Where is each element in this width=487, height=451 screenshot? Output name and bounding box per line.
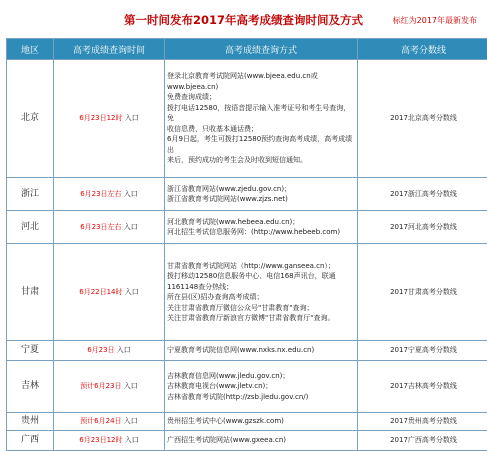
date-cell (54, 178, 165, 211)
method-line: 贵州招生考试中心(www.gzszk.com) (167, 416, 355, 427)
method-line: 来后，预约成功的考生会及时收到短信通知。 (167, 155, 355, 166)
title-bar (6, 10, 481, 32)
table-row (7, 361, 487, 413)
score-line-link[interactable]: 2017河北高考分数线 (358, 211, 487, 244)
method-line: 关注甘肃省教育厅新浪官方微博"甘肃省教育厅"查询。 (167, 313, 355, 324)
entry-link[interactable]: 入口 (125, 114, 139, 122)
entry-link[interactable]: 入口 (125, 288, 139, 296)
score-line-link[interactable]: 2017北京高考分数线 (358, 60, 487, 178)
entry-link[interactable]: 入口 (125, 436, 139, 444)
table-row (7, 341, 487, 361)
method-cell (165, 431, 358, 451)
region-cell: 浙江 (7, 178, 54, 211)
table-header-row (7, 39, 487, 60)
release-date: 6月23日12时 (79, 114, 122, 122)
release-date: 6月23日左右 (80, 223, 121, 231)
score-line-link[interactable]: 2017吉林高考分数线 (358, 361, 487, 413)
score-line-link[interactable]: 2017宁夏高考分数线 (358, 341, 487, 361)
region-cell: 吉林 (7, 361, 54, 413)
method-line: 拨打电话12580，按语音提示输入准考证号和考生号查询，免 (167, 103, 355, 124)
header-region: 地区 (7, 39, 54, 60)
region-cell: 河北 (7, 211, 54, 244)
method-cell (165, 178, 358, 211)
table-body (7, 60, 487, 451)
date-cell (54, 361, 165, 413)
page-title: 第一时间发布2017年高考成绩查询时间及方式 (6, 12, 481, 28)
date-cell (54, 60, 165, 178)
method-line: 所在县(区)招办查询高考成绩； (167, 292, 355, 303)
date-cell (54, 431, 165, 451)
method-cell (165, 211, 358, 244)
method-line: 登录北京教育考试院网站(www.bjeea.edu.cn或www.bjeea.cn) (167, 71, 355, 92)
method-line: 甘肃省教育考试院网站（http://www.ganseea.cn）； (167, 261, 355, 272)
date-cell (54, 244, 165, 341)
method-line: 6月9日起，考生可拨打12580预约查询高考成绩，高考成绩出 (167, 134, 355, 155)
method-cell (165, 60, 358, 178)
method-line: 免费查询成绩； (167, 92, 355, 103)
header-method: 高考成绩查询方式 (165, 39, 358, 60)
table-row (7, 211, 487, 244)
method-line: 浙江省教育考试院网站(www.zjzs.net) (167, 194, 355, 205)
method-line: 收信息费，只收基本通话费； (167, 124, 355, 135)
entry-link[interactable]: 入口 (124, 190, 138, 198)
method-line: 吉林教育信息网(www.jledu.gov.cn)； (167, 371, 355, 382)
date-cell (54, 341, 165, 361)
header-score-line: 高考分数线 (358, 39, 487, 60)
method-cell (165, 244, 358, 341)
method-line: 1161148查分热线； (167, 282, 355, 293)
region-cell: 甘肃 (7, 244, 54, 341)
entry-link[interactable]: 入口 (124, 417, 138, 425)
entry-link[interactable]: 入口 (124, 223, 138, 231)
region-cell: 广西 (7, 431, 54, 451)
method-cell (165, 361, 358, 413)
table-row (7, 431, 487, 451)
red-note: 标红为2017年最新发布 (393, 15, 477, 26)
release-date: 预计6月24日 (80, 417, 121, 425)
entry-link[interactable]: 入口 (124, 382, 138, 390)
method-line: 河北教育考试院(www.hebeea.edu.cn)； (167, 217, 355, 228)
table-row (7, 178, 487, 211)
score-table (6, 38, 487, 451)
header-date: 高考成绩查询时间 (54, 39, 165, 60)
release-date: 6月23日12时 (79, 436, 122, 444)
method-line: 关注甘肃省教育厅微信公众号"甘肃教育"查询； (167, 303, 355, 314)
table-row (7, 244, 487, 341)
score-line-link[interactable]: 2017贵州高考分数线 (358, 413, 487, 431)
method-line: 吉林教育电视台(www.jletv.cn)； (167, 381, 355, 392)
method-line: 河北招生考试信息服务网：(http://www.hebeeb.com) (167, 227, 355, 238)
entry-link[interactable]: 入口 (117, 346, 131, 354)
release-date: 6月23日左右 (80, 190, 121, 198)
method-cell (165, 341, 358, 361)
method-line: 广西招生考试院网站(www.gxeea.cn) (167, 435, 355, 446)
table-row (7, 60, 487, 178)
score-line-link[interactable]: 2017浙江高考分数线 (358, 178, 487, 211)
region-cell: 北京 (7, 60, 54, 178)
method-line: 拨打移动12580信息服务中心、电信168声讯台，联通 (167, 271, 355, 282)
score-line-link[interactable]: 2017广西高考分数线 (358, 431, 487, 451)
release-date: 6月22日14时 (79, 288, 122, 296)
method-line: 吉林省教育考试院(http://zsb.jledu.gov.cn/) (167, 392, 355, 403)
region-cell: 宁夏 (7, 341, 54, 361)
score-line-link[interactable]: 2017甘肃高考分数线 (358, 244, 487, 341)
method-line: 宁夏教育考试院信息网(www.nxks.nx.edu.cn) (167, 345, 355, 356)
method-line: 浙江省教育网站(www.zjedu.gov.cn)； (167, 184, 355, 195)
date-cell (54, 211, 165, 244)
release-date: 6月23日 (87, 346, 114, 354)
release-date: 预计6月23日 (80, 382, 121, 390)
region-cell: 贵州 (7, 413, 54, 431)
